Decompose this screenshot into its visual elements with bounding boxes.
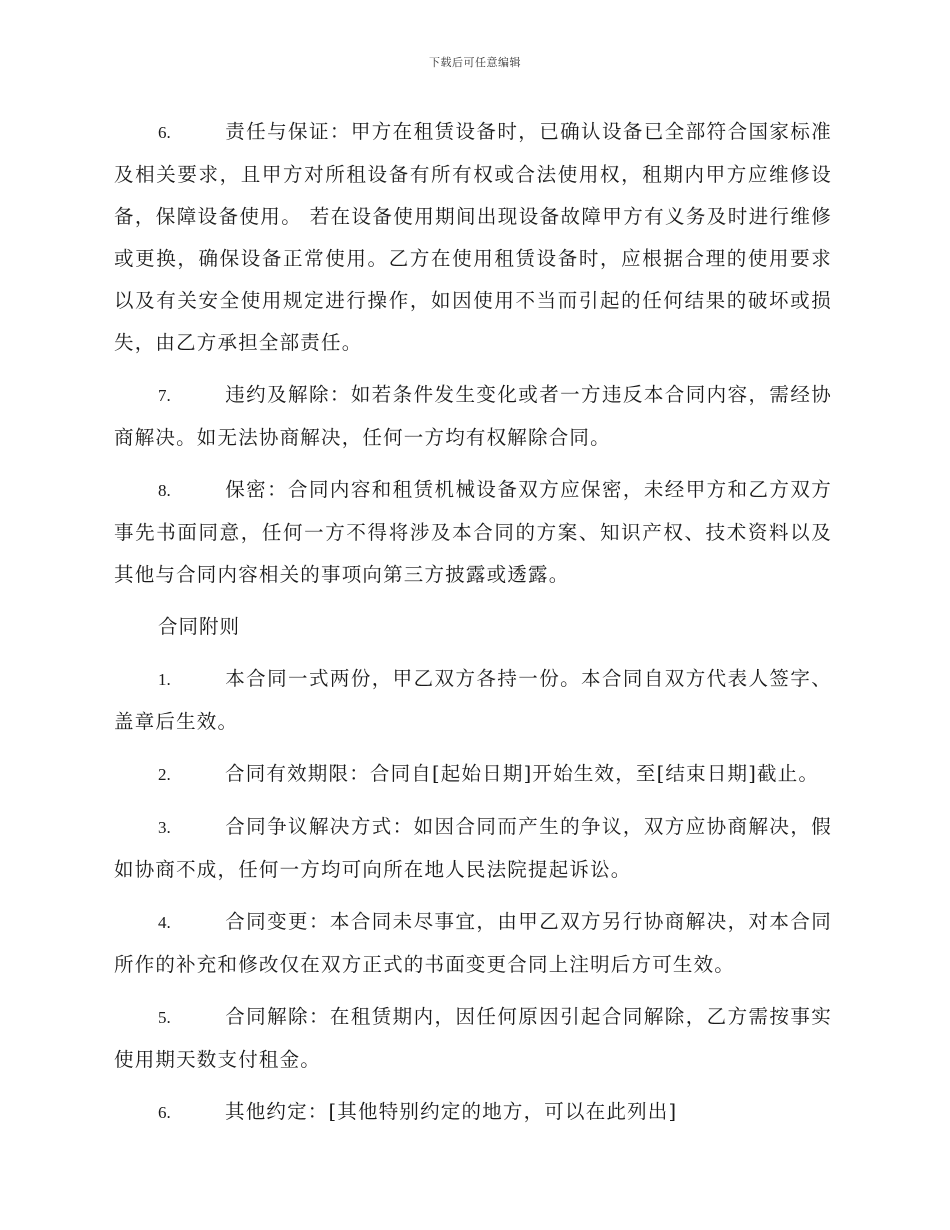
appendix-clause-5 bbox=[114, 996, 832, 1081]
appendix-clause-3 bbox=[114, 806, 832, 891]
clause-6-top bbox=[114, 111, 832, 364]
clause-text: 合同争议解决方式：如因合同而产生的争议，双方应协商解决，假如协商不成，任何一方均可向所在地人民法院提起诉讼。 bbox=[114, 815, 832, 881]
clause-7 bbox=[114, 374, 832, 459]
clause-number: 8. bbox=[158, 481, 171, 500]
clause-text: 合同有效期限：合同自[起始日期]开始生效，至[结束日期]截止。 bbox=[225, 762, 820, 785]
clause-text: 其他约定：[其他特别约定的地方，可以在此列出] bbox=[225, 1100, 678, 1123]
appendix-clause-2 bbox=[114, 753, 832, 796]
clause-text: 保密：合同内容和租赁机械设备双方应保密，未经甲方和乙方双方事先书面同意，任何一方不得将涉及本合同的方案、知识产权、技术资料以及其他与合同内容相关的事项向第三方披露或透露。 bbox=[114, 478, 832, 586]
clause-number: 2. bbox=[158, 765, 171, 784]
clause-number: 5. bbox=[158, 1008, 171, 1027]
section-heading: 合同附则 bbox=[158, 615, 241, 638]
appendix-clause-4 bbox=[114, 901, 832, 986]
appendix-clause-1 bbox=[114, 658, 832, 743]
appendix-clause-6 bbox=[114, 1091, 832, 1134]
clause-number: 6. bbox=[158, 123, 171, 142]
clause-number: 6. bbox=[158, 1103, 171, 1122]
clause-number: 1. bbox=[158, 670, 171, 689]
clause-number: 4. bbox=[158, 913, 171, 932]
clause-8 bbox=[114, 469, 832, 596]
document-body bbox=[114, 111, 832, 1144]
clause-text: 责任与保证：甲方在租赁设备时，已确认设备已全部符合国家标准及相关要求，且甲方对所租设备有所有权或合法使用权，租期内甲方应维修设备，保障设备使用。 若在设备使用期间出现设备故障甲方有义务及时进行维修或更换，确保设备正常使用。乙方在使用租赁设备时，应根据合理的使用要求以及有关安全使用规定进行操作，如因使用不当而引起的任何结果的破坏或损失，由乙方承担全部责任。 bbox=[114, 120, 832, 354]
clause-text: 本合同一式两份，甲乙双方各持一份。本合同自双方代表人签字、盖章后生效。 bbox=[114, 667, 832, 733]
clause-number: 3. bbox=[158, 818, 171, 837]
clause-number: 7. bbox=[158, 386, 171, 405]
clause-text: 违约及解除：如若条件发生变化或者一方违反本合同内容，需经协商解决。如无法协商解决，任何一方均有权解除合同。 bbox=[114, 383, 832, 449]
clause-text: 合同变更：本合同未尽事宜，由甲乙双方另行协商解决，对本合同所作的补充和修改仅在双方正式的书面变更合同上注明后方可生效。 bbox=[114, 910, 832, 976]
clause-text: 合同解除：在租赁期内，因任何原因引起合同解除，乙方需按事实使用期天数支付租金。 bbox=[114, 1005, 832, 1071]
page-header: 下载后可任意编辑 bbox=[429, 56, 521, 69]
